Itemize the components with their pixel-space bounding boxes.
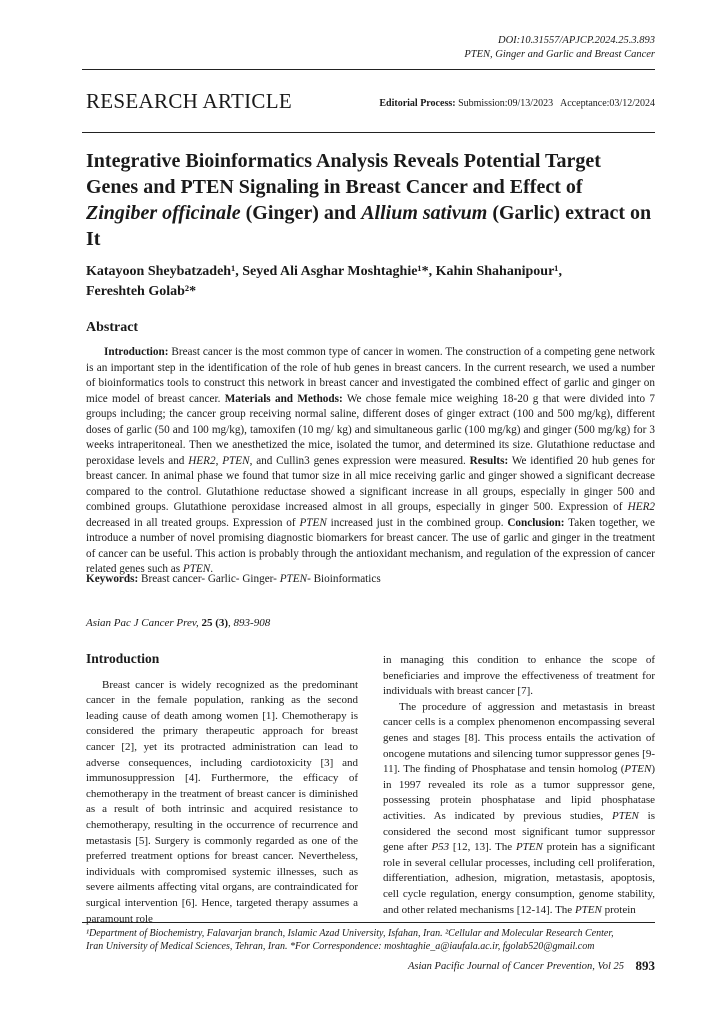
citation-volume: 25 (3) (198, 617, 229, 629)
citation-pages: , 893-908 (228, 617, 271, 629)
footnote-rule (82, 922, 655, 923)
gene-name: PTEN (279, 573, 308, 585)
gene-name: HER2 (627, 501, 655, 513)
abstract-conclusion-label: Conclusion: (507, 516, 565, 529)
title-part: (Ginger) and (240, 202, 362, 224)
editorial-dates: Submission:09/13/2023 Acceptance:03/12/2024 (458, 98, 655, 109)
title-species-garlic: Allium sativum (361, 202, 488, 224)
body-column-right (383, 653, 655, 918)
abstract-text: We chose female mice weighing 18-20 g that were divided into 7 groups including; the cancer group receiving normal saline, different doses of ginger extract (100 and 500 mg/kg), different doses of garlic (50 and 100 mg/kg), tamoxifen (10 mg/ kg) and simultaneous garlic (100 mg/kg) and ginger (500 mg/kg) for 3 weeks intraperitoneal. Then we anesthetized the mice, isolated the tumor, and determined its size. Glutathione reductase and peroxidase levels and (86, 392, 655, 467)
keywords (86, 573, 381, 585)
abstract-text: . (210, 563, 214, 575)
title-rule (82, 132, 655, 133)
abstract-text: increased just in the combined group. (326, 516, 508, 529)
body-text: is considered the second most significant tumor suppressor gene after (383, 809, 655, 854)
abstract-text: We identified 20 hub genes for breast cancer. In animal phase we found that tumor size in all mice receiving garlic and ginger showed a significant decrease compared to the control. Glutathione reductase showed a significant increase in all groups, especially in ginger 500 and combined groups. Glutathione peroxidase increased almost in all groups, especially in ginger 500. Expression of (86, 454, 655, 513)
gene-name: PTEN (624, 763, 652, 776)
citation-journal: Asian Pac J Cancer Prev, (86, 617, 199, 629)
intro-paragraph-1: Breast cancer is widely recognized as the predominant cancer in the female population, ranking as the second leading cause of death among women [1]. Chemotherapy is considered the primary therapeutic approach for breast cancer [2], yet its protracted administration can lead to adverse consequences, including cardiotoxicity [3] and immunosuppression [4]. Furthermore, the efficacy of chemotherapy in the treatment of breast cancer is diminished as a result of both intrinsic and acquired resistance to chemotherapy, resulting in the occurrence of recurrence and metastasis [5]. Surgery is commonly regarded as one of the preferred treatment options for breast cancer. Nevertheless, individuals with compromised systemic illnesses, such as severe ailments affecting vital organs, are contraindicated for surgical intervention [6]. Hence, targeted therapy assumes a paramount role (86, 678, 358, 925)
abstract-text: Taken together, we introduce a number of novel promising diagnostic biomarkers for breast cancer. The use of garlic and ginger in the treatment of cancer can be useful. This action is probably through the antioxidant mechanism, and regulation of the expression of cancer related genes such as (86, 516, 656, 575)
affiliations-footnote (86, 927, 658, 953)
footer-journal: Asian Pacific Journal of Cancer Prevention, Vol 25 (408, 961, 624, 972)
abstract-body (86, 345, 655, 578)
keywords-text: Breast cancer- Garlic- Ginger- (138, 573, 280, 585)
authors-line-2: Fereshteh Golab²* (86, 284, 197, 299)
title-part: Integrative Bioinformatics Analysis Reveals Potential Target Genes and PTEN Signaling in Breast Cancer and Effect of (86, 150, 601, 198)
abstract-text: decreased in all treated groups. Expression of (86, 516, 300, 529)
title-species-ginger: Zingiber officinale (86, 202, 241, 224)
article-title (86, 148, 656, 252)
running-title: PTEN, Ginger and Garlic and Breast Cancer (464, 49, 655, 60)
authors-line-1: Katayoon Sheybatzadeh¹, Seyed Ali Asghar Moshtaghie¹*, Kahin Shahanipour¹, (86, 264, 562, 279)
gene-name: PTEN (299, 516, 327, 529)
body-text: The procedure of aggression and metastasis in breast cancer cells is a complex phenomenon encompassing several genes and stages [8]. This process entails the activation of oncogene mutations and silencing tumor suppressor genes [9-11]. The finding of Phosphatase and tensin homolog ( (383, 700, 655, 776)
editorial-label: Editorial Process: (379, 98, 456, 109)
keywords-text: - Bioinformatics (307, 573, 381, 585)
section-heading-introduction: Introduction (86, 651, 160, 666)
abstract-methods-label: Materials and Methods: (224, 392, 343, 405)
editorial-process (379, 98, 655, 109)
author-list (86, 262, 656, 302)
abstract-text: Breast cancer is the most common type of cancer in women. The construction of a competing gene network is an important step in the identification of the role of hub genes in breast cancers. In the current research, we used a number of bioinformatics tools to construct this network in breast cancer and investigated the combined effect of garlic and ginger on mice model of breast cancer. (86, 346, 655, 405)
gene-name: P53 (431, 841, 450, 854)
doi: DOI:10.31557/APJCP.2024.25.3.893 (497, 35, 655, 46)
citation-line (86, 617, 270, 629)
body-text: protein (601, 903, 636, 916)
footnote-line-2: Iran University of Medical Sciences, Tehran, Iran. *For Correspondence: moshtaghie_a@iaufala.ac.ir, fgolab520@gmail.com (86, 941, 595, 952)
gene-name: HER2 (188, 454, 216, 467)
gene-name: PTEN (574, 903, 602, 916)
body-text: ) in 1997 revealed its role as a tumor suppressor gene, possessing protein phosphatase and lipid phosphatase activities. As indicated by previous studies, (383, 763, 655, 822)
abstract-intro-label: Introduction: (104, 346, 169, 358)
intro-paragraph-1-continued: in managing this condition to enhance the scope of beneficiaries and improve the effectiveness of treatment for individuals with breast cancer [7]. (383, 654, 655, 698)
abstract-text: , and Cullin3 genes expression were measured. (249, 454, 470, 467)
header-rule (82, 69, 655, 70)
abstract-results-label: Results: (469, 454, 509, 467)
gene-name: PTEN (222, 454, 250, 467)
gene-name: PTEN (182, 563, 211, 575)
body-text: protein has a significant role in several cellular processes, including cell proliferation, differentiation, adhesion, migration, metastasis, apoptosis, cell cycle regulation, energy consumption, genome stability, and other related mechanisms [12-14]. The (383, 841, 656, 916)
gene-name: PTEN (612, 809, 639, 822)
title-part: (Garlic) extract on It (86, 202, 652, 250)
gene-name: PTEN (515, 841, 543, 854)
intro-paragraph-2 (383, 700, 655, 918)
abstract-text: , (215, 454, 223, 467)
page-number: 893 (635, 958, 655, 973)
abstract-heading: Abstract (86, 320, 139, 335)
body-column-left (86, 651, 358, 927)
keywords-label: Keywords: (86, 573, 139, 585)
running-header (464, 34, 655, 62)
footnote-line-1: ¹Department of Biochemistry, Falavarjan branch, Islamic Azad University, Isfahan, Iran. ²Cellular and Molecular Research Center, (86, 928, 614, 939)
body-text: [12, 13]. The (449, 841, 516, 854)
article-type: RESEARCH ARTICLE (86, 89, 292, 113)
